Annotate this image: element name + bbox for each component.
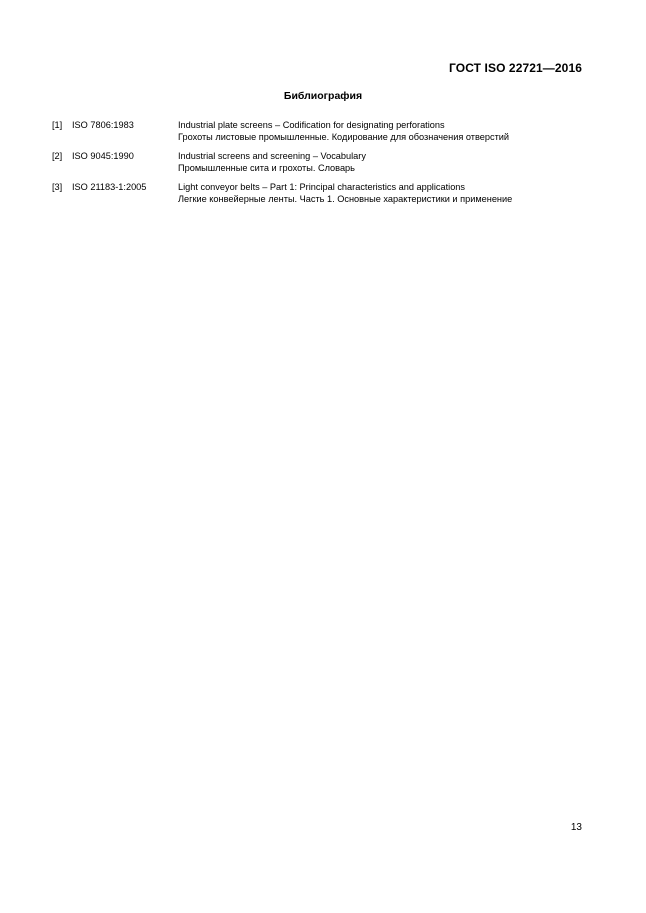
page-title: Библиография: [283, 90, 363, 102]
page-number: 13: [570, 822, 582, 833]
entry-titles: [178, 150, 592, 174]
bibliography-entry: [52, 119, 592, 143]
entry-number: [3]: [52, 182, 63, 192]
entry-titles: [178, 119, 592, 143]
entry-number: [1]: [52, 120, 63, 130]
standard-code: ISO 9045:1990: [72, 151, 134, 161]
title-english: Light conveyor belts – Part 1: Principal characteristics and applications: [178, 182, 466, 192]
title-russian: Промышленные сита и грохоты. Словарь: [178, 163, 355, 173]
standard-designation: ГОСТ ISO 22721—2016: [449, 61, 582, 75]
title-russian: Грохоты листовые промышленные. Кодирование для обозначения отверстий: [178, 132, 510, 142]
bibliography-entry: [52, 181, 592, 205]
bibliography-list: [52, 119, 592, 212]
entry-number: [2]: [52, 151, 63, 161]
bibliography-entry: [52, 150, 592, 174]
entry-titles: [178, 181, 592, 205]
title-russian: Легкие конвейерные ленты. Часть 1. Основные характеристики и применение: [178, 194, 513, 204]
title-english: Industrial plate screens – Codification for designating perforations: [178, 120, 445, 130]
title-english: Industrial screens and screening – Vocabulary: [178, 151, 366, 161]
standard-code: ISO 21183-1:2005: [72, 182, 147, 192]
standard-code: ISO 7806:1983: [72, 120, 134, 130]
